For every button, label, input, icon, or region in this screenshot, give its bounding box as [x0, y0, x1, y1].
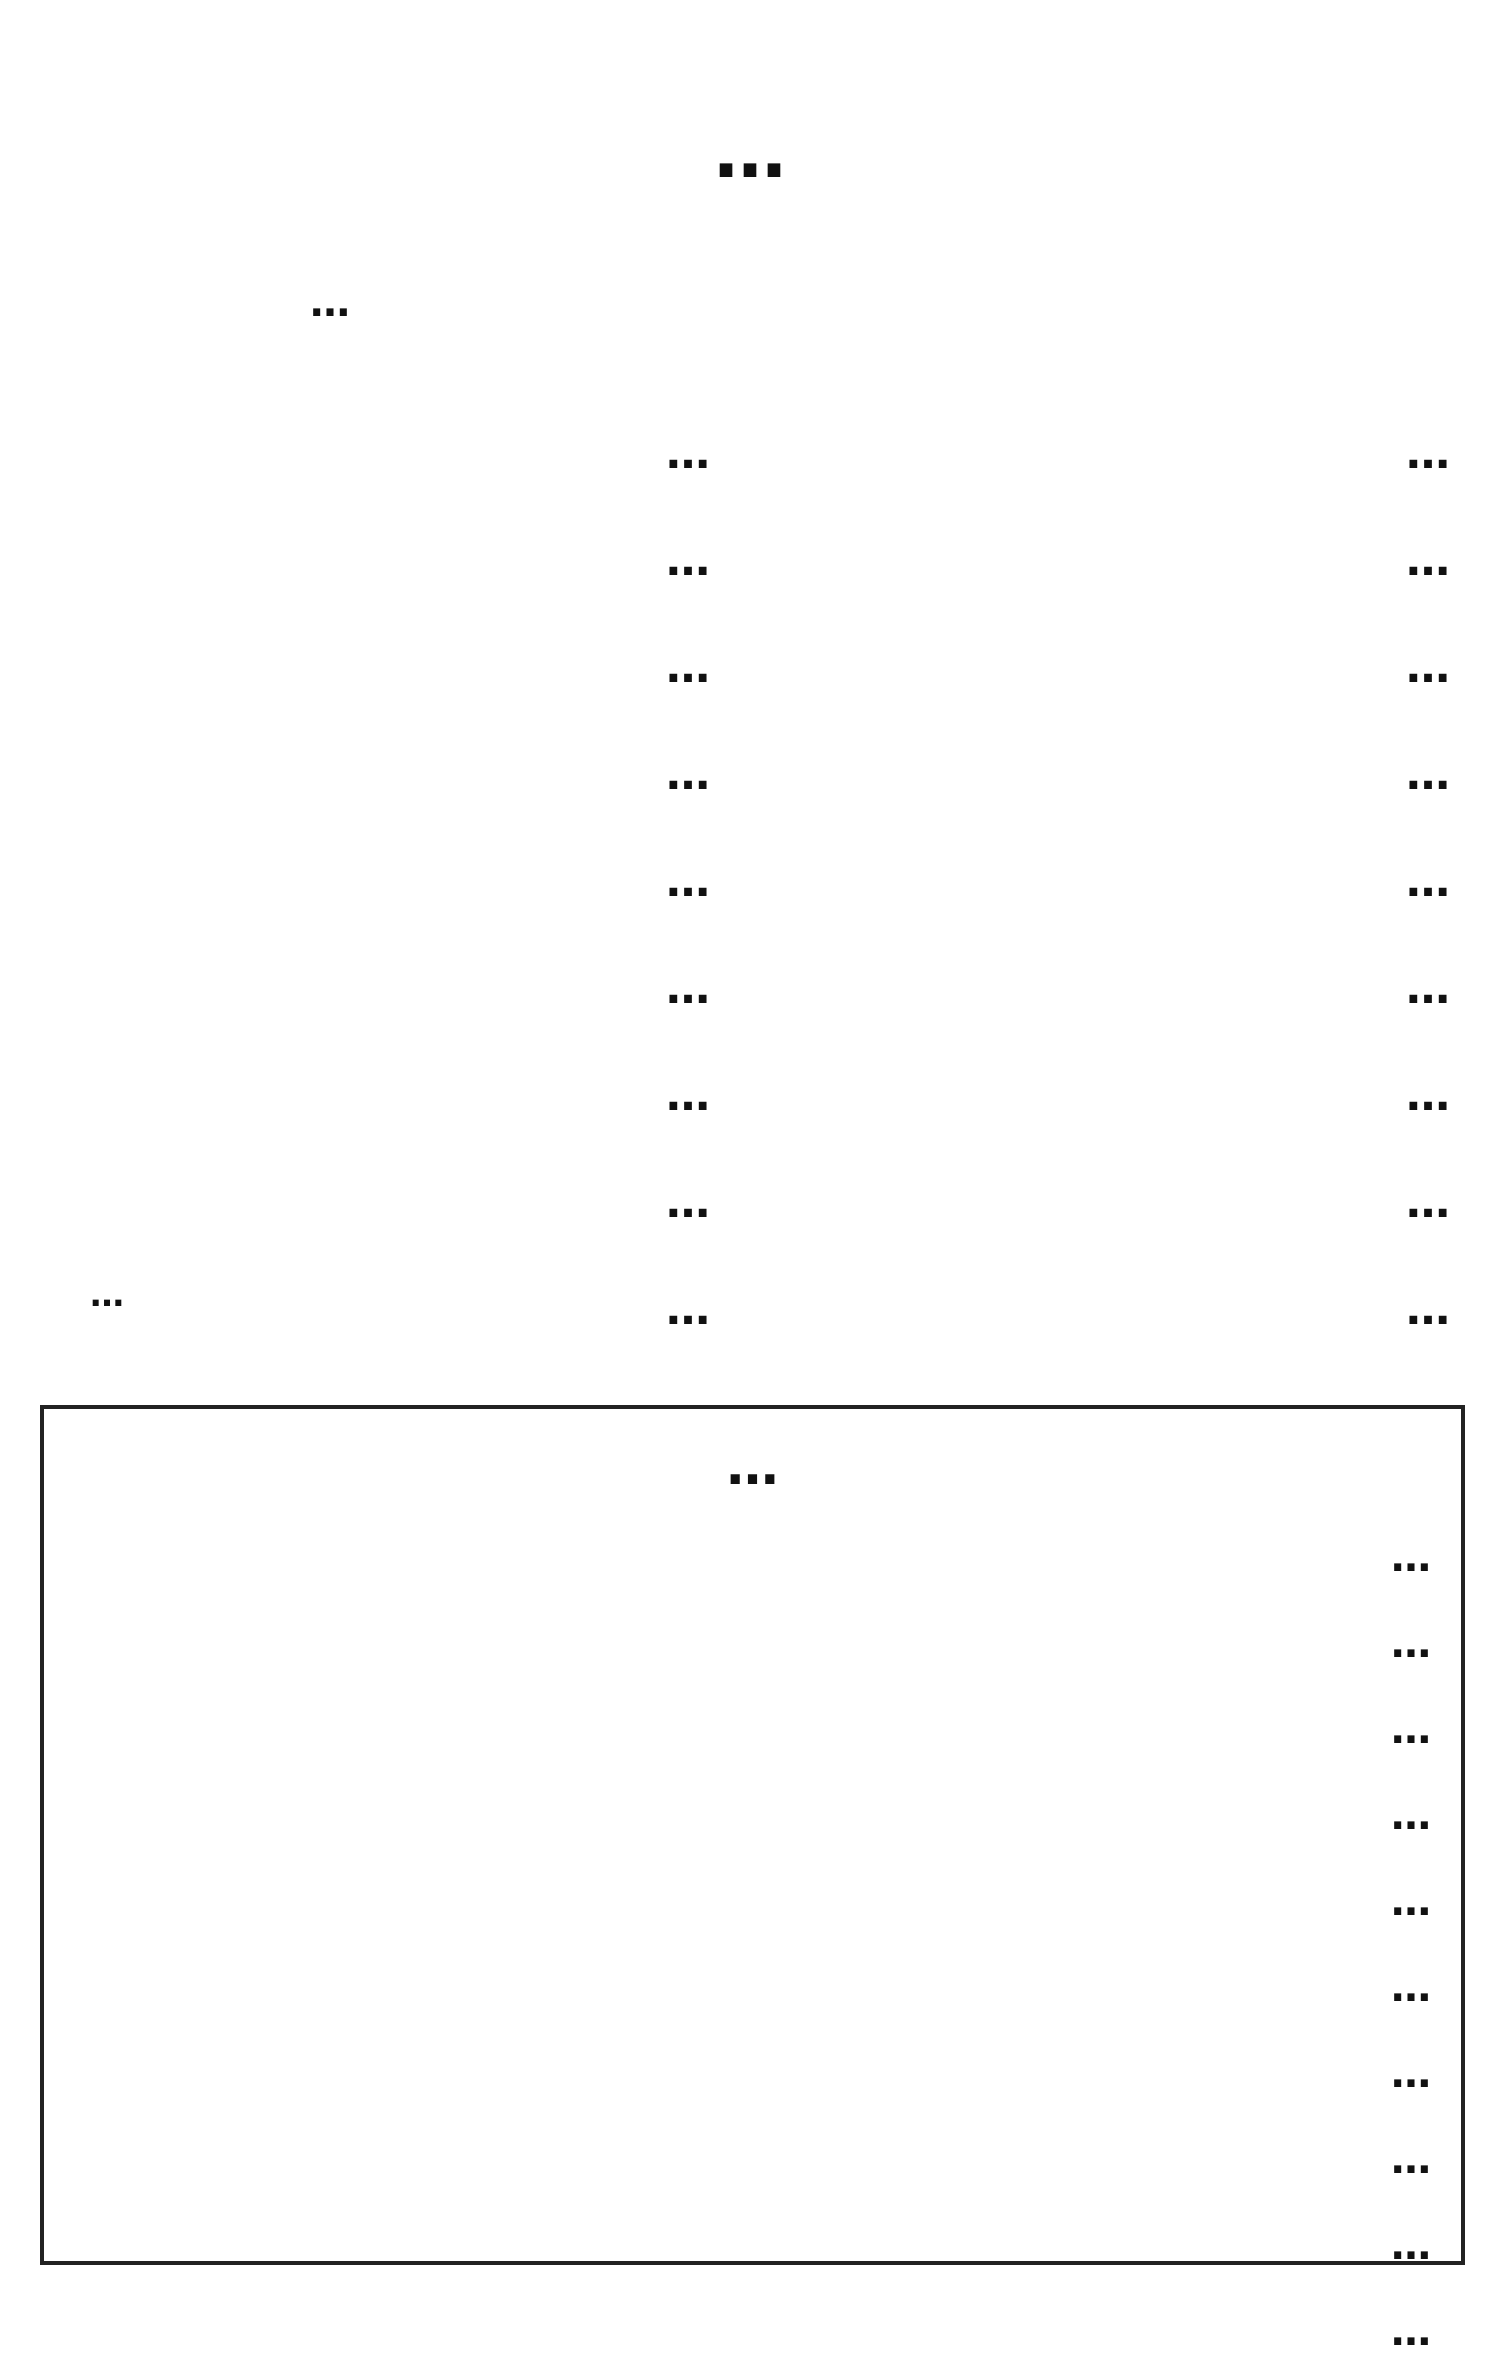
verse-line: …: [666, 1177, 710, 1228]
poem-column-right: [790, 400, 1450, 1363]
verse-line: …: [666, 749, 710, 800]
poem-source-citation: …: [90, 1275, 124, 1315]
news-line: …: [1391, 1879, 1431, 1925]
news-line: …: [1391, 1793, 1431, 1839]
poem-column-left: [50, 400, 710, 1363]
verse-line: …: [666, 428, 710, 479]
verse-line: …: [666, 642, 710, 693]
verse-line: …: [1406, 1284, 1450, 1335]
poem: [50, 400, 1450, 1335]
news-box: [40, 1405, 1465, 2355]
news-line: …: [1391, 2137, 1431, 2183]
verse-line: …: [1406, 1177, 1450, 1228]
news-line: …: [1391, 2223, 1431, 2269]
verse-line: …: [666, 963, 710, 1014]
verse-line: …: [1406, 535, 1450, 586]
verse-line: …: [666, 535, 710, 586]
page-title: …: [714, 110, 786, 194]
poem-author: …: [310, 280, 350, 326]
verse-line: …: [1406, 963, 1450, 1014]
news-line: …: [1391, 1535, 1431, 1581]
news-body: [74, 1515, 1431, 2375]
news-headline: …: [726, 1437, 779, 1497]
news-line: …: [1391, 2309, 1431, 2355]
verse-line: …: [1406, 642, 1450, 693]
news-line: …: [1391, 1707, 1431, 1753]
verse-line: …: [666, 1070, 710, 1121]
news-line: …: [1391, 2051, 1431, 2097]
news-line: …: [1391, 1965, 1431, 2011]
verse-line: …: [1406, 428, 1450, 479]
verse-line: …: [1406, 749, 1450, 800]
news-line: …: [1391, 1621, 1431, 1667]
verse-line: …: [666, 856, 710, 907]
verse-line: …: [1406, 856, 1450, 907]
verse-line: …: [666, 1284, 710, 1335]
verse-line: …: [1406, 1070, 1450, 1121]
